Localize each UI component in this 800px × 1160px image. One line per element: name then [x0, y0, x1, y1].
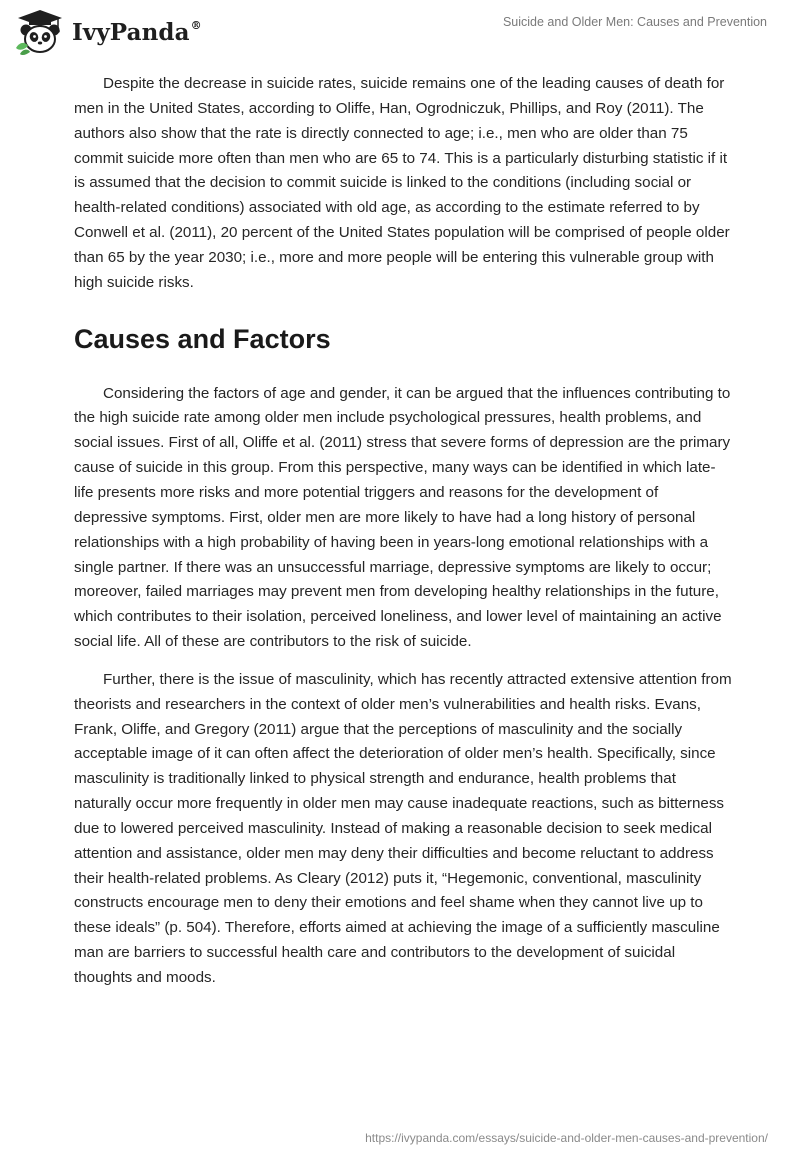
document-title: Suicide and Older Men: Causes and Prevention [502, 15, 767, 29]
registered-mark: ® [190, 18, 202, 32]
ivypanda-logo[interactable] [14, 8, 202, 56]
paragraph-2: Considering the factors of age and gender, it can be argued that the influences contributing to the high suicide rate among older men include psychological pressures, health problems, and social issues. First of all, Oliffe et al. (2011) stress that severe forms of depression are the primary cause of suicide in this group. From this perspective, many ways can be identified in which late-life presents more risks and more potential triggers and reasons for the development of depressive symptoms. First, older men are more likely to have had a long history of personal relationships with a high probability of having been in years-long emotional relationships with a single partner. If there was an unsuccessful marriage, depressive symptoms are likely to occur; moreover, failed marriages may prevent men from developing healthy relationships in the future, which contributes to their isolation, perceived loneliness, and lower level of maintaining an active social life. All of these are contributors to the risk of suicide. [74, 384, 731, 651]
panda-graduate-icon [14, 8, 66, 56]
essay-content [74, 72, 734, 991]
paragraph-1: Despite the decrease in suicide rates, suicide remains one of the leading causes of death for men in the United States, according to Oliffe, Han, Ogrodniczuk, Phillips, and Roy (2011). The authors also show that the rate is directly connected to age; i.e., men who are older than 75 commit suicide more often than men who are 65 to 74. This is a particularly disturbing statistic if it is assumed that the decision to commit suicide is linked to the conditions (including social or health-related conditions) associated with old age, as according to the estimate referred to by Conwell et al. (2011), 20 percent of the United States population will be comprised of people older than 65 by the year 2030; i.e., more and more people will be entering this vulnerable group with high suicide risks. [74, 75, 730, 291]
section-heading: Causes and Factors [74, 323, 331, 354]
paragraph-3: Further, there is the issue of masculinity, which has recently attracted extensive attention from theorists and researchers in the context of older men’s vulnerabilities and health risks. Evans, Frank, Oliffe, and Gregory (2011) argue that the perceptions of masculinity and the socially acceptable image of it can often affect the deterioration of older men’s health. Specifically, since masculinity is traditionally linked to physical strength and endurance, health problems that naturally occur more frequently in older men may cause inadequate reactions, such as bitterness due to lowered perceived masculinity. Instead of making a reasonable decision to seek medical attention and assistance, older men may deny their difficulties and become reluctant to address their health-related problems. As Cleary (2012) puts it, “Hegemonic, conventional, masculinity constructs encourage men to deny their emotions and feel shame when they cannot live up to these ideals” (p. 504). Therefore, efforts aimed at achieving the image of a sufficiently masculine man are barriers to successful health care and contributors to the development of suicidal thoughts and moods. [74, 670, 732, 986]
source-url[interactable]: https://ivypanda.com/essays/suicide-and-older-men-causes-and-prevention/ [365, 1131, 768, 1145]
page-header [0, 0, 800, 60]
brand-name: IvyPanda® [72, 18, 202, 46]
